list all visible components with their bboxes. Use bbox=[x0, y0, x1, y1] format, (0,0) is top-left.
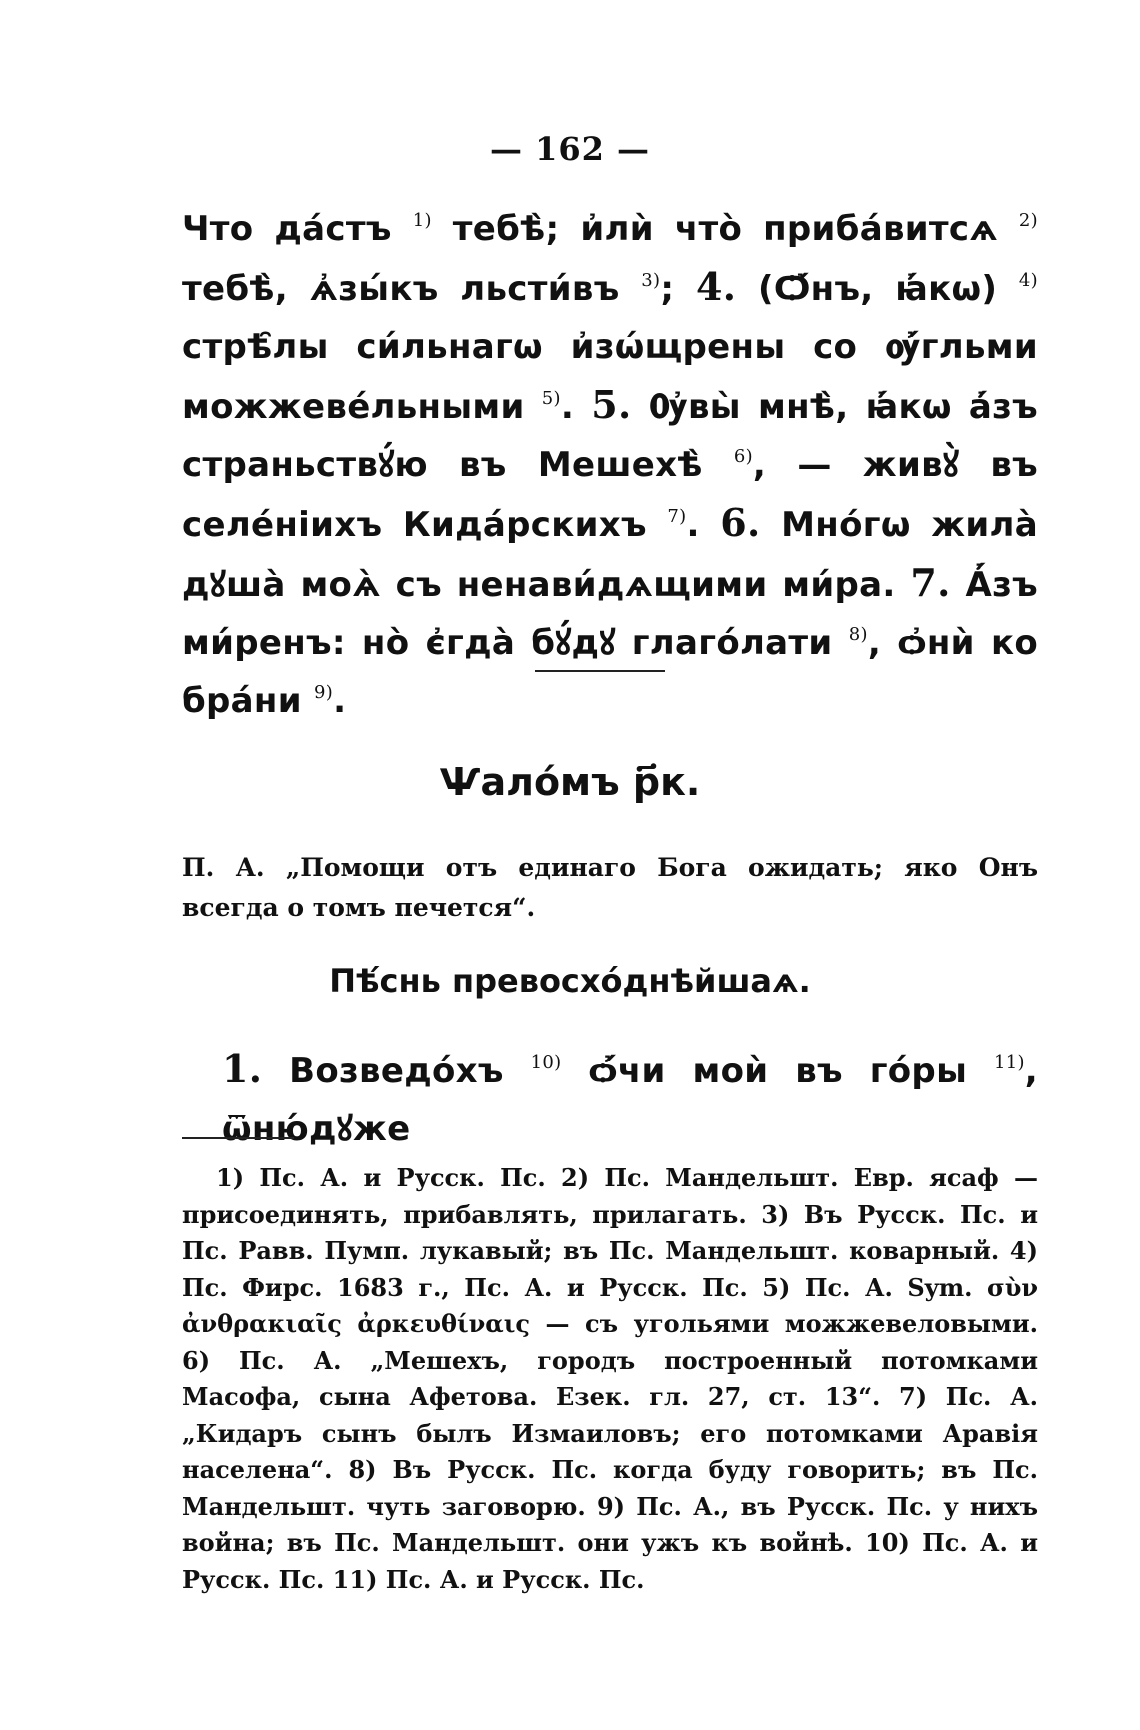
verse-text: Что да́стъ bbox=[182, 209, 413, 249]
verse-text: ; bbox=[660, 269, 696, 309]
page-number: — 162 — bbox=[489, 130, 651, 168]
psalm-annotation: П. А. „Помощи отъ единаго Бога ожидать; яко Онъ всегда о томъ печется“. bbox=[182, 853, 1038, 922]
verse-text: , ѿню́дꙋже bbox=[222, 1051, 1038, 1149]
footnote-ref-6[interactable]: 6) bbox=[733, 446, 753, 467]
footnote-ref-10[interactable]: 10) bbox=[530, 1052, 562, 1073]
verse-text: Возведо́хъ bbox=[262, 1051, 531, 1091]
section-divider bbox=[535, 670, 665, 672]
verse-number-1: 1. bbox=[222, 1046, 263, 1091]
verse-text: , ѻ҆нѝ ко бра́ни bbox=[182, 623, 1038, 721]
verse-text: стрѣ̑лы си́льнагѡ и҆зѡ́щрены со ѹ҆́гльми можжеве́льными bbox=[182, 327, 1038, 427]
verse-text: ѻ҆́чи моѝ въ го́ры bbox=[561, 1051, 994, 1091]
verse-text: , — живꙋ̀ въ селе́ніихъ Кида́рскихъ bbox=[182, 445, 1038, 545]
verse-number-6: 6. bbox=[720, 500, 761, 545]
psalm-first-verse bbox=[222, 1040, 1038, 1158]
footnote-ref-7[interactable]: 7) bbox=[667, 506, 687, 527]
psalm-title: Ѱало́мъ р҃к. bbox=[439, 760, 701, 804]
verse-text: . bbox=[560, 387, 592, 427]
verse-number-4: 4. bbox=[695, 264, 737, 309]
footnotes: 1) Пс. А. и Русск. Пс. 2) Пс. Мандельшт. Евр. ясаф — присоединять, прибавлять, прилагать. 3) Въ Русск. Пс. и Пс. Равв. Пумп. лукавый; въ Пс. Мандельшт. коварный. 4) Пс. Фирс. 1683 г., Пс. А. и Русск. Пс. 5) Пс. А. Sym. σὺν ἀνθρακιαῖς ἀρκευθίναις — съ угольями можжевеловыми. 6) Пс. А. „Мешехъ, городъ построенный потомками Масофа, сына Афетова. Езек. гл. 27, ст. 13“. 7) Пс. А. „Кидаръ сынъ былъ Измаиловъ; его потомками Аравія населена“. 8) Въ Русск. Пс. когда буду говорить; въ Пс. Мандельшт. чуть заговорю. 9) Пс. А., въ Русск. Пс. у нихъ война; въ Пс. Мандельшт. они ужъ къ войнѣ. 10) Пс. А. и Русск. Пс. 11) Пс. А. и Русск. Пс. bbox=[182, 1163, 1038, 1594]
verse-text: Мно́гѡ жила̀ дꙋша̀ моѧ̀ съ ненави́дѧщими ми́ра. bbox=[182, 505, 1038, 605]
footnote-ref-8[interactable]: 8) bbox=[848, 624, 868, 645]
footnote-ref-4[interactable]: 4) bbox=[1018, 270, 1038, 291]
verse-text: тебѣ̀, ѧ҆зы́къ льсти́въ bbox=[182, 269, 642, 309]
footnote-ref-5[interactable]: 5) bbox=[541, 388, 561, 409]
verse-text: (Ѻ҆́нъ, ꙗ҆́кѡ) bbox=[736, 269, 1019, 309]
verse-text: А҆́зъ ми́ренъ: но̀ є҆гда̀ бꙋ́дꙋ глаго́лати bbox=[182, 565, 1039, 663]
verse-text: тебѣ̀; и҆лѝ что̀ приба́витсѧ bbox=[431, 209, 1019, 249]
footnote-separator bbox=[182, 1137, 294, 1139]
verse-number-7: 7. bbox=[910, 560, 951, 605]
footnote-ref-9[interactable]: 9) bbox=[313, 682, 334, 703]
footnote-ref-11[interactable]: 11) bbox=[993, 1052, 1025, 1073]
verse-text: Ѹ҆вы̀ мнѣ̀, ꙗ҆́кѡ а҆́зъ страньствꙋ́ю въ Мешехѣ̀ bbox=[182, 387, 1038, 485]
footnote-ref-1[interactable]: 1) bbox=[412, 210, 432, 231]
psalm-verses-continued bbox=[182, 200, 1038, 730]
verse-text: . bbox=[333, 681, 347, 721]
psalm-subtitle: Пѣ́снь превосхо́днѣйшаѧ. bbox=[329, 962, 811, 1000]
verse-text: . bbox=[686, 505, 721, 545]
footnote-ref-3[interactable]: 3) bbox=[641, 270, 661, 291]
footnote-ref-2[interactable]: 2) bbox=[1018, 210, 1038, 231]
verse-number-5: 5. bbox=[591, 382, 632, 427]
